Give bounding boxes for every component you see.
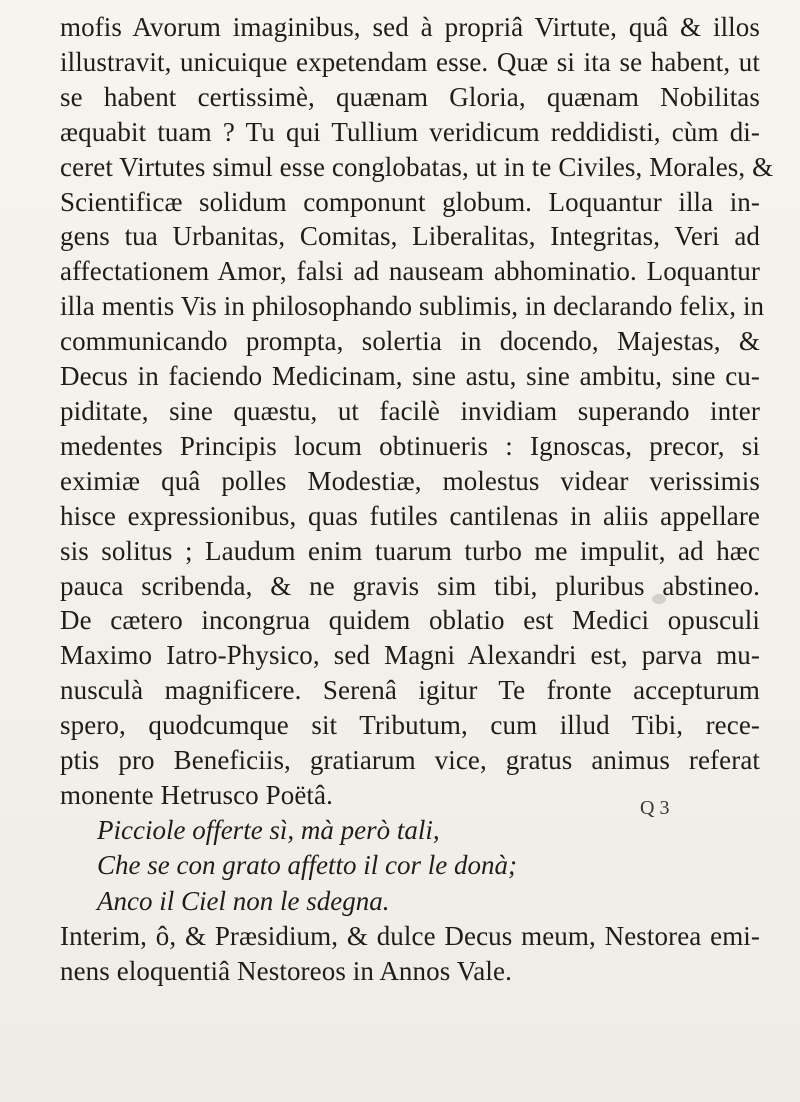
closing-line: Interim, ô, & Præsidium, & dulce Decus meum, Nestorea emi- bbox=[60, 921, 760, 952]
text-line: mofis Avorum imaginibus, sed à propriâ Virtute, quâ & illos bbox=[60, 12, 760, 42]
text-line: piditate, sine quæstu, ut facilè invidiam superando inter bbox=[60, 395, 760, 426]
text-line: illa mentis Vis in philosophando sublimis, in declarando felix, in bbox=[60, 291, 765, 322]
text-line: Decus in faciendo Medicinam, sine astu, sine ambitu, sine cu- bbox=[60, 361, 760, 392]
text-line: hisce expressionibus, quas futiles cantilenas in aliis appellare bbox=[60, 500, 760, 531]
text-line: Scientificæ solidum componunt globum. Loquantur illa in- bbox=[60, 186, 760, 217]
text-line: pauca scribenda, & ne gravis sim tibi, pluribus abstineo. bbox=[60, 570, 760, 601]
text-line: gens tua Urbanitas, Comitas, Liberalitas, Integritas, Veri ad bbox=[60, 221, 760, 252]
text-line: nusculà magnificere. Serenâ igitur Te fronte accepturum bbox=[60, 675, 760, 706]
dedication-text bbox=[60, 10, 774, 989]
text-line: eximiæ quâ polles Modestiæ, molestus videar verissimis bbox=[60, 465, 760, 496]
closing-line: nens eloquentiâ Nestoreos in Annos Vale. bbox=[60, 956, 512, 987]
text-line: sis solitus ; Laudum enim tuarum turbo me impulit, ad hæc bbox=[60, 535, 760, 566]
text-line: communicando prompta, solertia in docendo, Majestas, & bbox=[60, 326, 760, 357]
text-line: medentes Principis locum obtinueris : Ignoscas, precor, si bbox=[60, 430, 760, 461]
verse-line: Anco il Ciel non le sdegna. bbox=[97, 885, 390, 916]
text-line: De cætero incongrua quidem oblatio est Medici opusculi bbox=[60, 605, 760, 636]
text-line: illustravit, unicuique expetendam esse. Quæ si ita se habent, ut bbox=[60, 46, 760, 77]
verse-line: Che se con grato affetto il cor le donà; bbox=[97, 850, 517, 881]
text-line: ceret Virtutes simul esse conglobatas, ut in te Civiles, Morales, & bbox=[60, 151, 774, 182]
text-line: se habent certissimè, quænam Gloria, quænam Nobilitas bbox=[60, 81, 760, 112]
text-line: monente Hetrusco Poëtâ. bbox=[60, 779, 333, 810]
text-line: affectationem Amor, falsi ad nauseam abhominatio. Loquantur bbox=[60, 256, 760, 287]
text-line: Maximo Iatro-Physico, sed Magni Alexandri est, parva mu- bbox=[60, 640, 760, 671]
signature-mark: Q 3 bbox=[640, 797, 670, 819]
text-line: spero, quodcumque sit Tributum, cum illud Tibi, rece- bbox=[60, 710, 760, 741]
text-line: ptis pro Beneficiis, gratiarum vice, gratus animus referat bbox=[60, 745, 760, 776]
verse-line: Picciole offerte sì, mà però tali, bbox=[97, 814, 440, 845]
text-line: æquabit tuam ? Tu qui Tullium veridicum reddidisti, cùm di- bbox=[60, 116, 760, 147]
